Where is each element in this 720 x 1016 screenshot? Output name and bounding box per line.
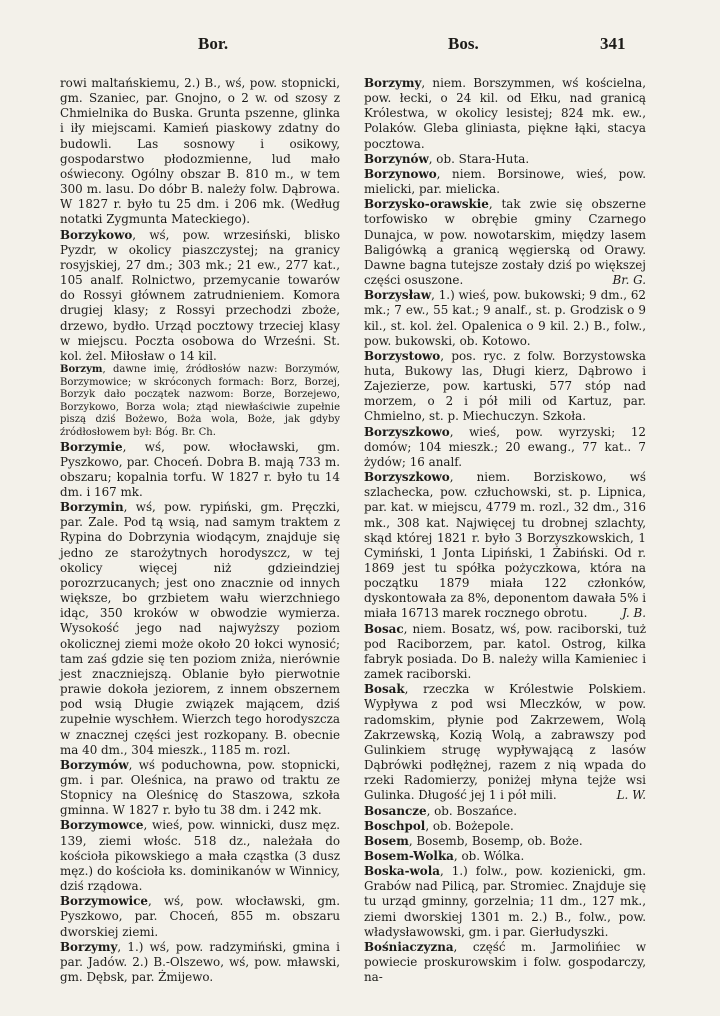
entry-text: , wś, pow. rypiński, gm. Pręczki, par. Zale. Pod tą wsią, nad samym traktem z Rypina do Dobrzynia wiodącym, znajduje się jedno ze starożytnych horodyszcz, w tej okolicy więcej niż gdzieindziej porozrzucanych; jest ono znacznie od innych większe, bo grzbietem wału wierzchniego idąc, 350 kroków w obwodzie wymierza. Wysokość jego nad najwyższy poziom okolicznej ziemi może około 20 łokci wynosić; tam zaś gdzie się ten poziom zniża, nierównie jest znaczniejszą. Oblanie było pierwotnie prawie dokoła jeziorem, z innem obszernem pod wsią Długie związek mającem, dziś zupełnie wyschłem. Wierzch tego horodyszcza w znacznej części jest rozkopany. B. obecnie ma 40 dm., 304 mieszk., 1185 m. rozl. — [60, 500, 340, 757]
header-left-guideword: Bor. — [198, 34, 229, 53]
entry-text: , wś poduchowna, pow. stopnicki, gm. i par. Oleśnica, na prawo od traktu ze Stopnicy na Oleśnicę do Staszowa, szkoła gminna. W 1827 r. było tu 38 dm. i 242 mk. — [60, 757, 340, 818]
entry-text: , wieś, pow. wyrzyski; 12 domów; 104 mieszk.; 20 ewang., 77 kat.. 7 żydów; 16 analf. — [364, 424, 646, 469]
entry-text: , ob. Stara-Huta. — [428, 151, 530, 166]
entry-text: , wś, pow. włocławski, gm. Pyszkowo, par. Choceń. Dobra B. mają 733 m. obszaru; kopalnia torfu. W 1827 r. było tu 14 dm. i 167 mk. — [60, 439, 340, 499]
entry-headword: Borzymie — [60, 439, 123, 454]
entry-text: , 1.) wś, pow. radzymiński, gmina i par. Jadów. 2.) B.-Olszewo, wś, pow. mławski, gm. Dębsk, par. Żmijewo. — [60, 939, 340, 984]
entry-text: , niem. Borsinowe, wieś, pow. mielicki, par. mielicka. — [364, 166, 646, 197]
entry-headword: Borzykowo — [60, 227, 133, 242]
left-column — [60, 76, 340, 985]
dictionary-entry — [60, 818, 340, 894]
entry-headword: Borzym — [60, 363, 103, 375]
entry-headword: Borzymin — [60, 500, 124, 515]
entry-headword: Bosac — [364, 621, 404, 636]
entry-headword: Borzymy — [364, 76, 422, 90]
dictionary-entry — [364, 849, 646, 864]
dictionary-entry — [364, 349, 646, 425]
entry-text: , niem. Borszymmen, wś kościelna, pow. łecki, o 24 kil. od Ełku, nad granicą Królestwa, w okolicy lesistej; 824 mk. ew., Polaków. Gleba gliniasta, piękne łąki, stacya pocztowa. — [364, 76, 646, 151]
entry-headword: Bosem-Wolka — [364, 848, 454, 863]
entry-headword: Bosak — [364, 682, 405, 697]
page-number: 341 — [600, 34, 626, 53]
dictionary-entry — [364, 425, 646, 470]
entry-headword: Borzymy — [60, 939, 118, 954]
header-center-guideword: Bos. — [448, 34, 479, 53]
entry-text: , tak zwie się obszerne torfowisko w obrębie gminy Czarnego Dunajca, w pow. nowotarskim, między lasem Baligówką a granicą węgierską od Orawy. Dawne bagna tutejsze zostały dziś po większej części osuszone. — [364, 197, 646, 288]
entry-headword: Borzyszkowo — [364, 470, 450, 485]
dictionary-entry — [364, 76, 646, 152]
entry-author-signature: J. B. — [622, 606, 646, 621]
entry-text: , rzeczka w Królestwie Polskiem. Wypływa z pod wsi Mleczków, w pow. radomskim, płynie pod Zakrzewem, Wolą Zakrzewską, Kozią Wolą, a zabrawszy pod Gulinkiem strugę wypływającą z lasów Dąbrówki podłężnej, razem z nią wpada do rzeki Radomierzy, poniżej młyna tejże wsi Gulinka. Długość jej 1 i pół mili. — [364, 682, 646, 803]
dictionary-entry — [60, 940, 340, 985]
entry-headword: Borzymowce — [60, 818, 144, 833]
entry-headword: Borzyszkowo — [364, 424, 450, 439]
entry-text: , wś, pow. włocławski, gm. Pyszkowo, par. Choceń, 855 m. obszaru dworskiej ziemi. — [60, 894, 340, 939]
entry-text: , wieś, pow. winnicki, dusz męz. 139, ziemi włośc. 518 dz., należała do kościoła pikowskiego a mała cząstka (3 dusz męz.) do kościoła ks. dominikanów w Winnicy, dziś rządowa. — [60, 818, 340, 894]
entry-text: , Bosemb, Bosemp, ob. Boże. — [408, 833, 583, 848]
dictionary-entry — [364, 834, 646, 849]
entry-headword: Borzynów — [364, 151, 429, 166]
dictionary-entry — [364, 940, 646, 985]
dictionary-entry — [364, 152, 646, 167]
dictionary-entry — [60, 76, 340, 228]
dictionary-entry — [364, 819, 646, 834]
entry-headword: Bośniaczyzna — [364, 939, 454, 954]
dictionary-entry — [60, 758, 340, 819]
entry-headword: Bosem — [364, 833, 409, 848]
entry-text: , ob. Bożepole. — [425, 818, 514, 833]
entry-headword: Borzysko-orawskie — [364, 197, 489, 212]
entry-text: , część m. Jarmolińiec w powiecie proskurowskim i folw. gospodarczy, na- — [364, 939, 646, 985]
dictionary-entry — [364, 470, 646, 622]
entry-headword: Borzymowice — [60, 894, 148, 909]
dictionary-entry — [60, 894, 340, 939]
entry-text: , pos. ryc. z folw. Borzystowska huta, Bukowy las, Długi kierz, Dąbrowo i Zajezierze, pow. kartuski, 577 stóp nad morzem, o 2 i pół mili od Kartuz, par. Chmielno, st. p. Miechuczyn. Szkoła. — [364, 348, 646, 424]
dictionary-entry — [364, 864, 646, 940]
entry-headword: Borzystowo — [364, 348, 441, 363]
entry-text: , dawne imię, źródłosłów nazw: Borzymów, Borzymowice; w skróconych formach: Borz, Borzej, Borzyk dało początek nazwom: Borze, Borzejewo, Borzykowo, Borza wola; ztąd niewłaściwie zupełnie piszą dziś Bożewo, Boża wola, Boże, jak gdyby źródłosłowem był: Bóg. Br. Ch. — [60, 363, 340, 438]
entry-headword: Borzynowo — [364, 166, 437, 181]
entry-headword: Bosancze — [364, 803, 427, 818]
dictionary-entry — [364, 167, 646, 197]
entry-headword: Boschpol — [364, 818, 426, 833]
dictionary-entry — [364, 622, 646, 683]
entry-text: , niem. Bosatz, wś, pow. raciborski, tuż pod Raciborzem, par. katol. Ostrog, kilka fabryk posiada. Do B. należy willa Kamieniec i zamek raciborski. — [364, 621, 646, 682]
entry-headword: Borzysław — [364, 288, 432, 303]
dictionary-entry — [364, 804, 646, 819]
entry-author-signature: Br. G. — [612, 273, 646, 288]
dictionary-entry — [60, 228, 340, 364]
entry-headword: Boska-wola — [364, 864, 440, 879]
dictionary-entry — [364, 682, 646, 803]
entry-text: , ob. Wólka. — [453, 848, 525, 863]
entry-text: , niem. Borziskowo, wś szlachecka, pow. człuchowski, st. p. Lipnica, par. kat. w miejscu, 4779 m. rozl., 32 dm., 316 mk., 308 kat. Najwięcej tu drobnej szlachty, skąd której 1821 r. było 3 Borzyszkowskich, 1 Cymiński, 1 Jonta Lipiński, 1 Żabiński. Od r. 1869 jest tu spółka pożyczkowa, która na początku 1879 miała 122 członków, dyskontowała za 8%, deponentom dawała 5% i miała 16713 marek rocznego obrotu. — [364, 470, 646, 621]
entry-headword: Borzymów — [60, 757, 129, 772]
entry-text: , 1.) folw., pow. kozienicki, gm. Grabów nad Pilicą, par. Stromiec. Znajduje się tu urząd gminny, gorzelnia; 11 dm., 127 mk., ziemi dworskiej 1301 m. 2.) B., folw., pow. władysławowski, gm. i par. Gierłudyszki. — [364, 864, 646, 939]
right-column — [364, 76, 646, 985]
dictionary-entry — [60, 440, 340, 501]
page-header — [0, 34, 720, 58]
dictionary-entry — [364, 288, 646, 349]
entry-text: rowi maltańskiemu, 2.) B., wś, pow. stopnicki, gm. Szaniec, par. Gnojno, o 2 w. od szosy z Chmielnika do Buska. Grunta pszenne, glinka i iły miejscami. Kamień piaskowy zdatny do budowli. Las sosnowy i osikowy, gospodarstwo płodozmienne, lud mało oświecony. Ogólny obszar B. 810 m., w tem 300 m. lasu. Do dóbr B. należy folw. Dąbrowa. W 1827 r. było tu 25 dm. i 206 mk. (Według notatki Zygmunta Mateckiego). — [60, 76, 340, 227]
entry-author-signature: L. W. — [616, 788, 646, 803]
entry-text: , ob. Boszańce. — [426, 803, 517, 818]
dictionary-entry — [60, 500, 340, 758]
entry-text: , 1.) wieś, pow. bukowski; 9 dm., 62 mk.; 7 ew., 55 kat.; 9 analf., st. p. Grodzisk o 9 kil., st. kol. żel. Opalenica o 9 kil. 2.) B., folw., pow. bukowski, ob. Kotowo. — [364, 288, 646, 348]
dictionary-entry — [364, 197, 646, 288]
entry-text: , wś, pow. wrzesiński, blisko Pyzdr, w okolicy piaszczystej; na granicy rosyjskiej, 27 dm.; 303 mk.; 21 ew., 277 kat., 105 analf. Rolnictwo, przemycanie towarów do Rossyi głównem zatrudnieniem. Komora drugiej klasy; z Rossyi przechodzi zboże, drzewo, bydło. Urząd pocztowy trzeciej klasy w miejscu. Poczta osobowa do Wrześni. St. kol. żel. Miłosław o 14 kil. — [60, 227, 340, 363]
dictionary-entry — [60, 364, 340, 440]
